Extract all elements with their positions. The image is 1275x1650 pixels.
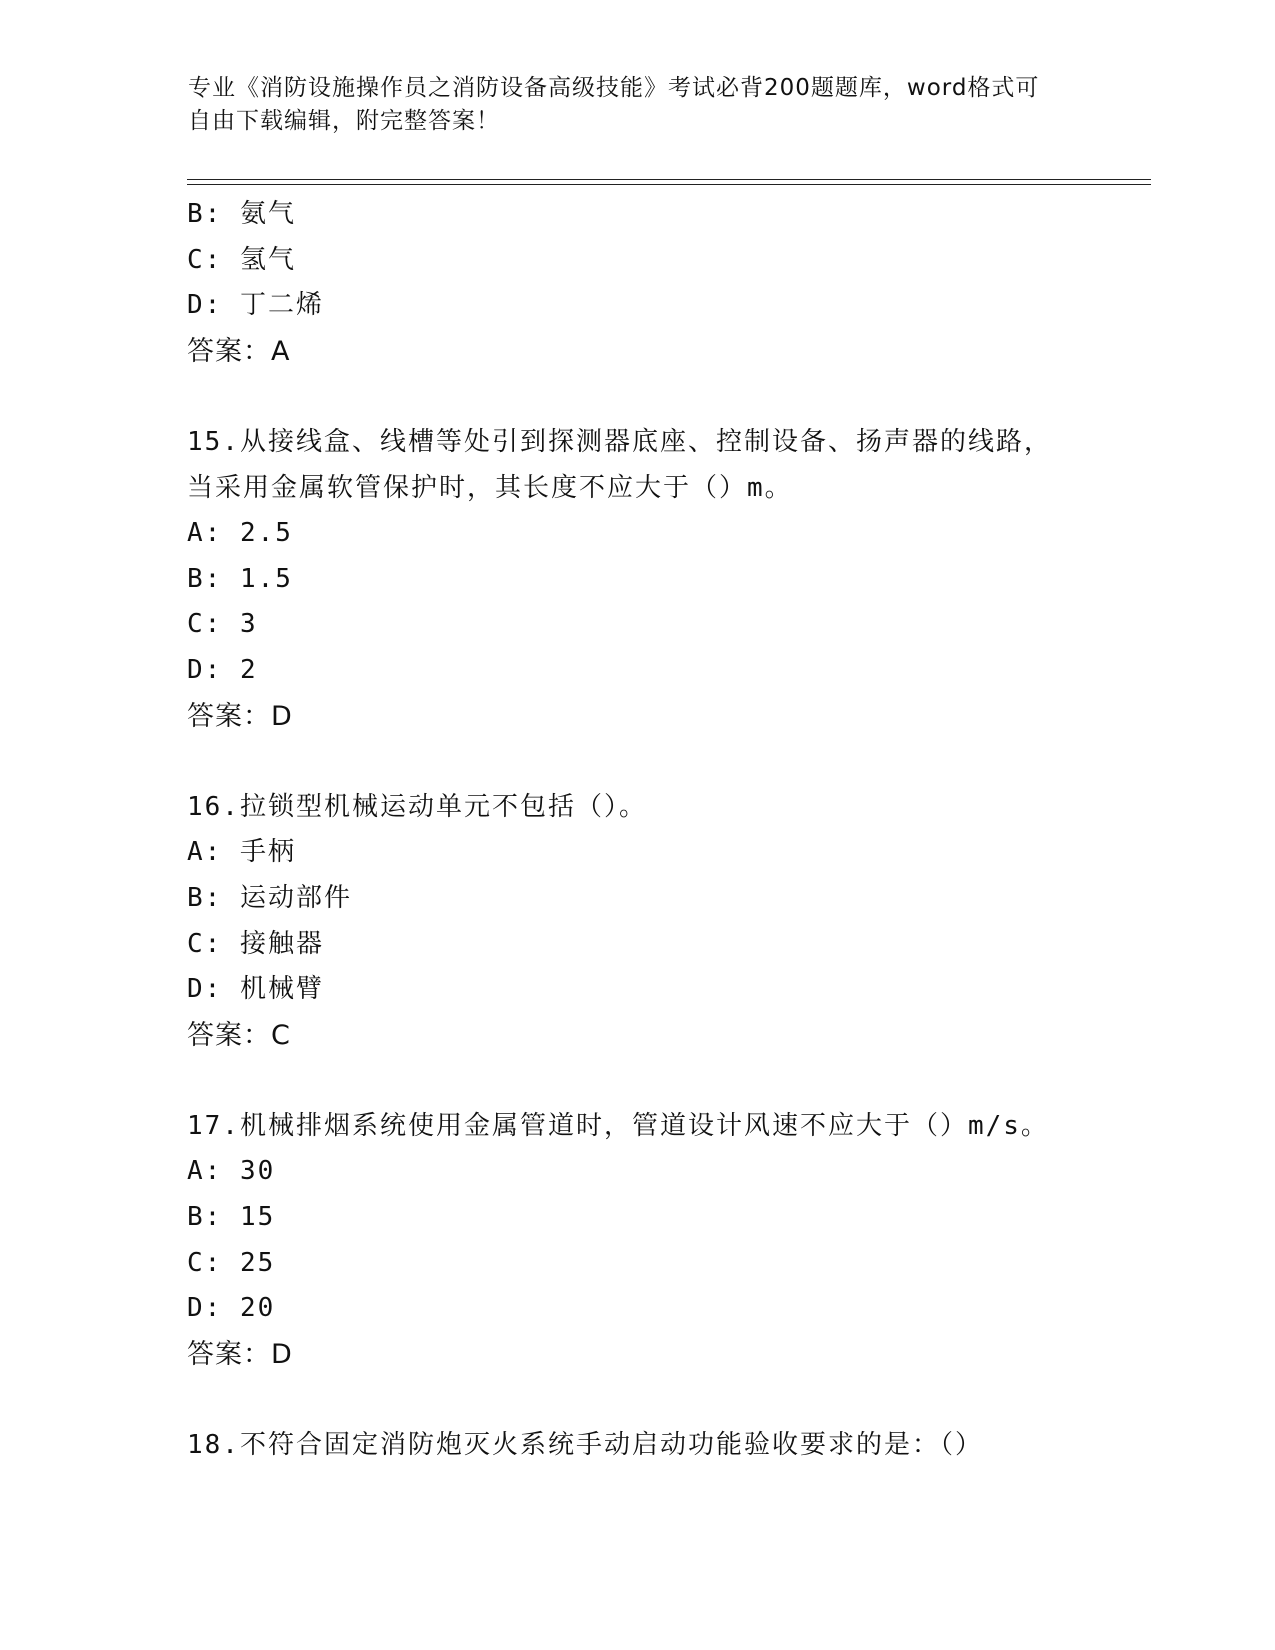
option-c: C: 25 [187,1247,276,1278]
answer-line: 答案：A [187,335,291,367]
option-b: B: 15 [187,1202,276,1233]
spacer [187,374,1147,420]
spacer [187,1058,1147,1104]
spacer [187,1377,1147,1423]
option-a: A: 30 [187,1156,276,1187]
option-d: D: 20 [187,1293,276,1324]
option-d: D: 丁二烯 [187,290,324,321]
option-d: D: 2 [187,654,258,685]
answer-line: 答案：D [187,700,293,732]
question-block-14-continued [187,192,1147,374]
question-stem: 16.拉锁型机械运动单元不包括（）。 [187,791,647,822]
option-c: C: 接触器 [187,928,324,959]
option-c: C: 3 [187,609,258,640]
question-stem: 18.不符合固定消防炮灭火系统手动启动功能验收要求的是：（） [187,1430,983,1461]
question-stem: 17.机械排烟系统使用金属管道时，管道设计风速不应大于（）m/s。 [187,1110,1049,1141]
option-c: C: 氢气 [187,244,296,275]
header-line-1: 专业《消防设施操作员之消防设备高级技能》考试必背200题题库，word格式可 [188,75,1040,101]
header-divider-top [187,179,1151,180]
question-block-18 [187,1423,1147,1469]
answer-line: 答案：C [187,1019,291,1051]
header-line-2: 自由下载编辑，附完整答案！ [188,108,500,134]
spacer [187,739,1147,785]
question-stem: 当采用金属软管保护时，其长度不应大于（）m。 [187,472,793,503]
question-block-16 [187,785,1147,1059]
question-list [187,192,1147,1469]
header-divider-bottom [187,184,1151,185]
option-b: B: 氨气 [187,199,296,229]
document-header [188,72,1088,138]
answer-line: 答案：D [187,1338,293,1370]
option-b: B: 1.5 [187,563,293,594]
option-a: A: 2.5 [187,518,293,549]
question-block-15 [187,420,1147,739]
option-b: B: 运动部件 [187,882,352,913]
option-a: A: 手柄 [187,837,296,868]
question-stem: 15.从接线盒、线槽等处引到探测器底座、控制设备、扬声器的线路， [187,426,1052,457]
option-d: D: 机械臂 [187,974,324,1005]
question-block-17 [187,1104,1147,1378]
